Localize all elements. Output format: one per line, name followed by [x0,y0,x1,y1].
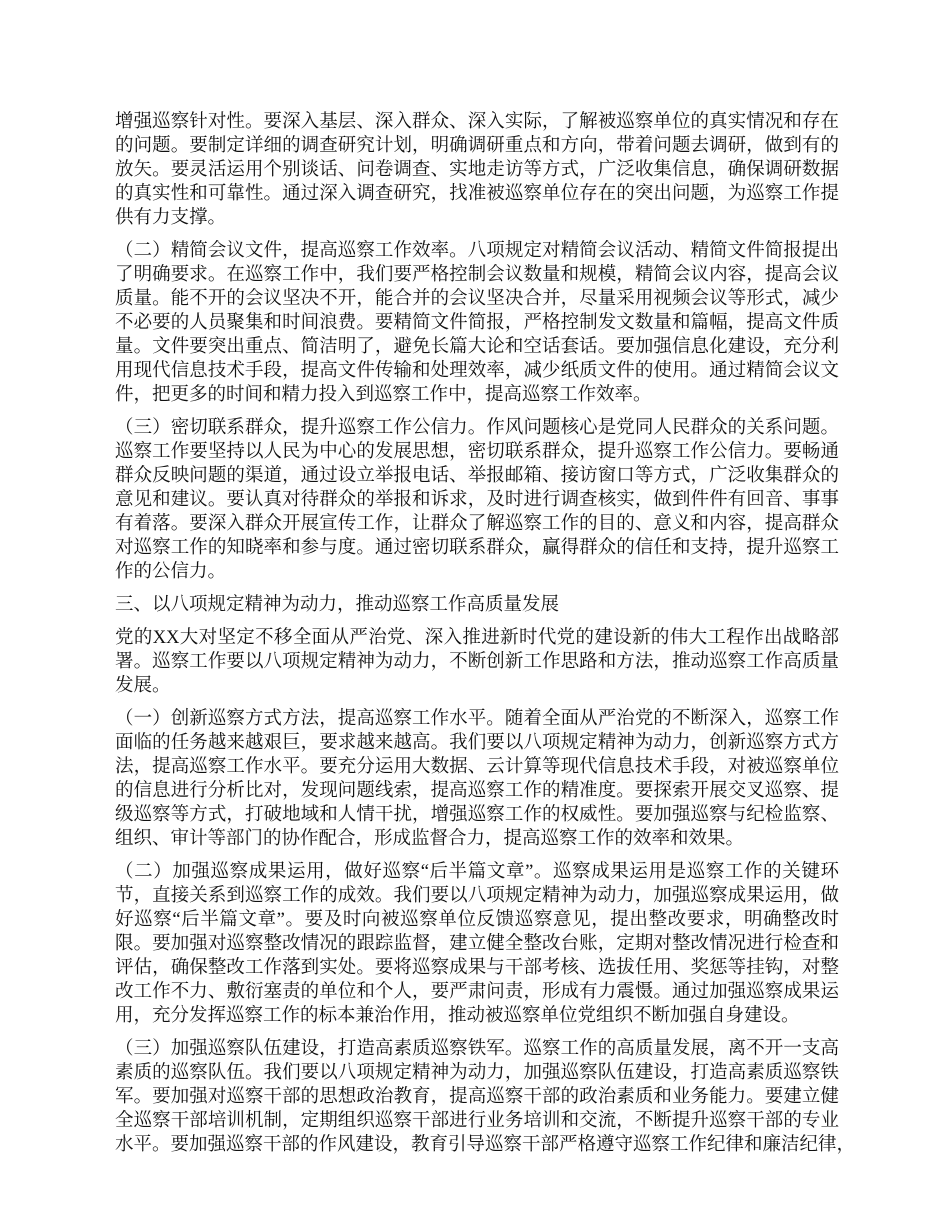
text-line: 级巡察等方式，打破地域和人情干扰，增强巡察工作的权威性。要加强巡察与纪检监察、 [115,805,839,825]
text-line: （二）加强巡察成果运用，做好巡察“后半篇文章”。巡察成果运用是巡察工作的关键环 [115,862,839,882]
text-line: 评估，确保整改工作落到实处。要将巡察成果与干部考核、选拔任用、奖惩等挂钩，对整 [115,958,839,978]
text-line: 了明确要求。在巡察工作中，我们要严格控制会议数量和规模，精简会议内容，提高会议 [115,265,839,285]
text-line: 增强巡察针对性。要深入基层、深入群众、深入实际，了解被巡察单位的真实情况和存在 [115,112,839,132]
paragraph [115,239,839,407]
text-line: 对巡察工作的知晓率和参与度。通过密切联系群众，赢得群众的信任和支持，提升巡察工 [115,538,839,558]
text-line: 军。要加强对巡察干部的思想政治教育，提高巡察干部的政治素质和业务能力。要建立健 [115,1087,839,1107]
text-line: 党的XX大对坚定不移全面从严治党、深入推进新时代党的建设新的伟大工程作出战略部 [115,628,839,648]
text-line: 三、以八项规定精神为动力，推动巡察工作高质量发展 [115,595,560,615]
text-line: 供有力支撑。 [115,208,227,228]
text-line: 发展。 [115,676,171,696]
text-line: 面临的任务越来越艰巨，要求越来越高。我们要以八项规定精神为动力，创新巡察方式方 [115,733,839,753]
section-heading [115,593,839,617]
text-line: （一）创新巡察方式方法，提高巡察工作水平。随着全面从严治党的不断深入，巡察工作 [115,709,839,729]
text-line: 量。文件要突出重点、简洁明了，避免长篇大论和空话套话。要加强信息化建设，充分利 [115,337,839,357]
text-line: 的真实性和可靠性。通过深入调查研究，找准被巡察单位存在的突出问题，为巡察工作提 [115,184,839,204]
paragraph [115,707,839,851]
text-line: 用现代信息技术手段，提高文件传输和处理效率，减少纸质文件的使用。通过精简会议文 [115,361,839,381]
text-line: （二）精简会议文件，提高巡察工作效率。八项规定对精简会议活动、精简文件简报提出 [115,241,839,261]
text-line: 的问题。要制定详细的调查研究计划，明确调研重点和方向，带着问题去调研，做到有的 [115,136,839,156]
text-line: 不必要的人员聚集和时间浪费。要精简文件简报，严格控制发文数量和篇幅，提高文件质 [115,313,839,333]
text-line: 巡察工作要坚持以人民为中心的发展思想，密切联系群众，提升巡察工作公信力。要畅通 [115,442,839,462]
text-line: 署。巡察工作要以八项规定精神为动力，不断创新工作思路和方法，推动巡察工作高质量 [115,652,839,672]
text-line: 限。要加强对巡察整改情况的跟踪监督，建立健全整改台账，定期对整改情况进行检查和 [115,934,839,954]
text-line: 的信息进行分析比对，发现问题线索，提高巡察工作的精准度。要探索开展交叉巡察、提 [115,781,839,801]
text-line: 件，把更多的时间和精力投入到巡察工作中，提高巡察工作效率。 [115,385,652,405]
paragraph [115,110,839,230]
text-line: 有着落。要深入群众开展宣传工作，让群众了解巡察工作的目的、意义和内容，提高群众 [115,514,839,534]
text-line: （三）加强巡察队伍建设，打造高素质巡察铁军。巡察工作的高质量发展，离不开一支高 [115,1039,839,1059]
text-line: 改工作不力、敷衍塞责的单位和个人，要严肃问责，形成有力震慑。通过加强巡察成果运 [115,982,839,1002]
document-page [115,110,856,1166]
text-line: 水平。要加强巡察干部的作风建设，教育引导巡察干部严格遵守巡察工作纪律和廉洁纪律， [115,1135,856,1155]
text-line: 质量。能不开的会议坚决不开，能合并的会议坚决合并，尽量采用视频会议等形式，减少 [115,289,839,309]
text-line: 节，直接关系到巡察工作的成效。我们要以八项规定精神为动力，加强巡察成果运用，做 [115,886,839,906]
text-line: 好巡察“后半篇文章”。要及时向被巡察单位反馈巡察意见，提出整改要求，明确整改时 [115,910,839,930]
paragraph [115,860,839,1028]
paragraph [115,1037,856,1157]
text-line: 意见和建议。要认真对待群众的举报和诉求，及时进行调查核实，做到件件有回音、事事 [115,490,839,510]
paragraph [115,416,839,584]
text-line: 素质的巡察队伍。我们要以八项规定精神为动力，加强巡察队伍建设，打造高素质巡察铁 [115,1063,839,1083]
paragraph [115,626,839,698]
text-line: 用，充分发挥巡察工作的标本兼治作用，推动被巡察单位党组织不断加强自身建设。 [115,1006,800,1026]
text-line: 全巡察干部培训机制，定期组织巡察干部进行业务培训和交流，不断提升巡察干部的专业 [115,1111,839,1131]
text-line: 法，提高巡察工作水平。要充分运用大数据、云计算等现代信息技术手段，对被巡察单位 [115,757,839,777]
text-line: （三）密切联系群众，提升巡察工作公信力。作风问题核心是党同人民群众的关系问题。 [115,418,839,438]
text-line: 群众反映问题的渠道，通过设立举报电话、举报邮箱、接访窗口等方式，广泛收集群众的 [115,466,839,486]
text-line: 作的公信力。 [115,562,227,582]
text-line: 放矢。要灵活运用个别谈话、问卷调查、实地走访等方式，广泛收集信息，确保调研数据 [115,160,839,180]
text-line: 组织、审计等部门的协作配合，形成监督合力，提高巡察工作的效率和效果。 [115,829,745,849]
